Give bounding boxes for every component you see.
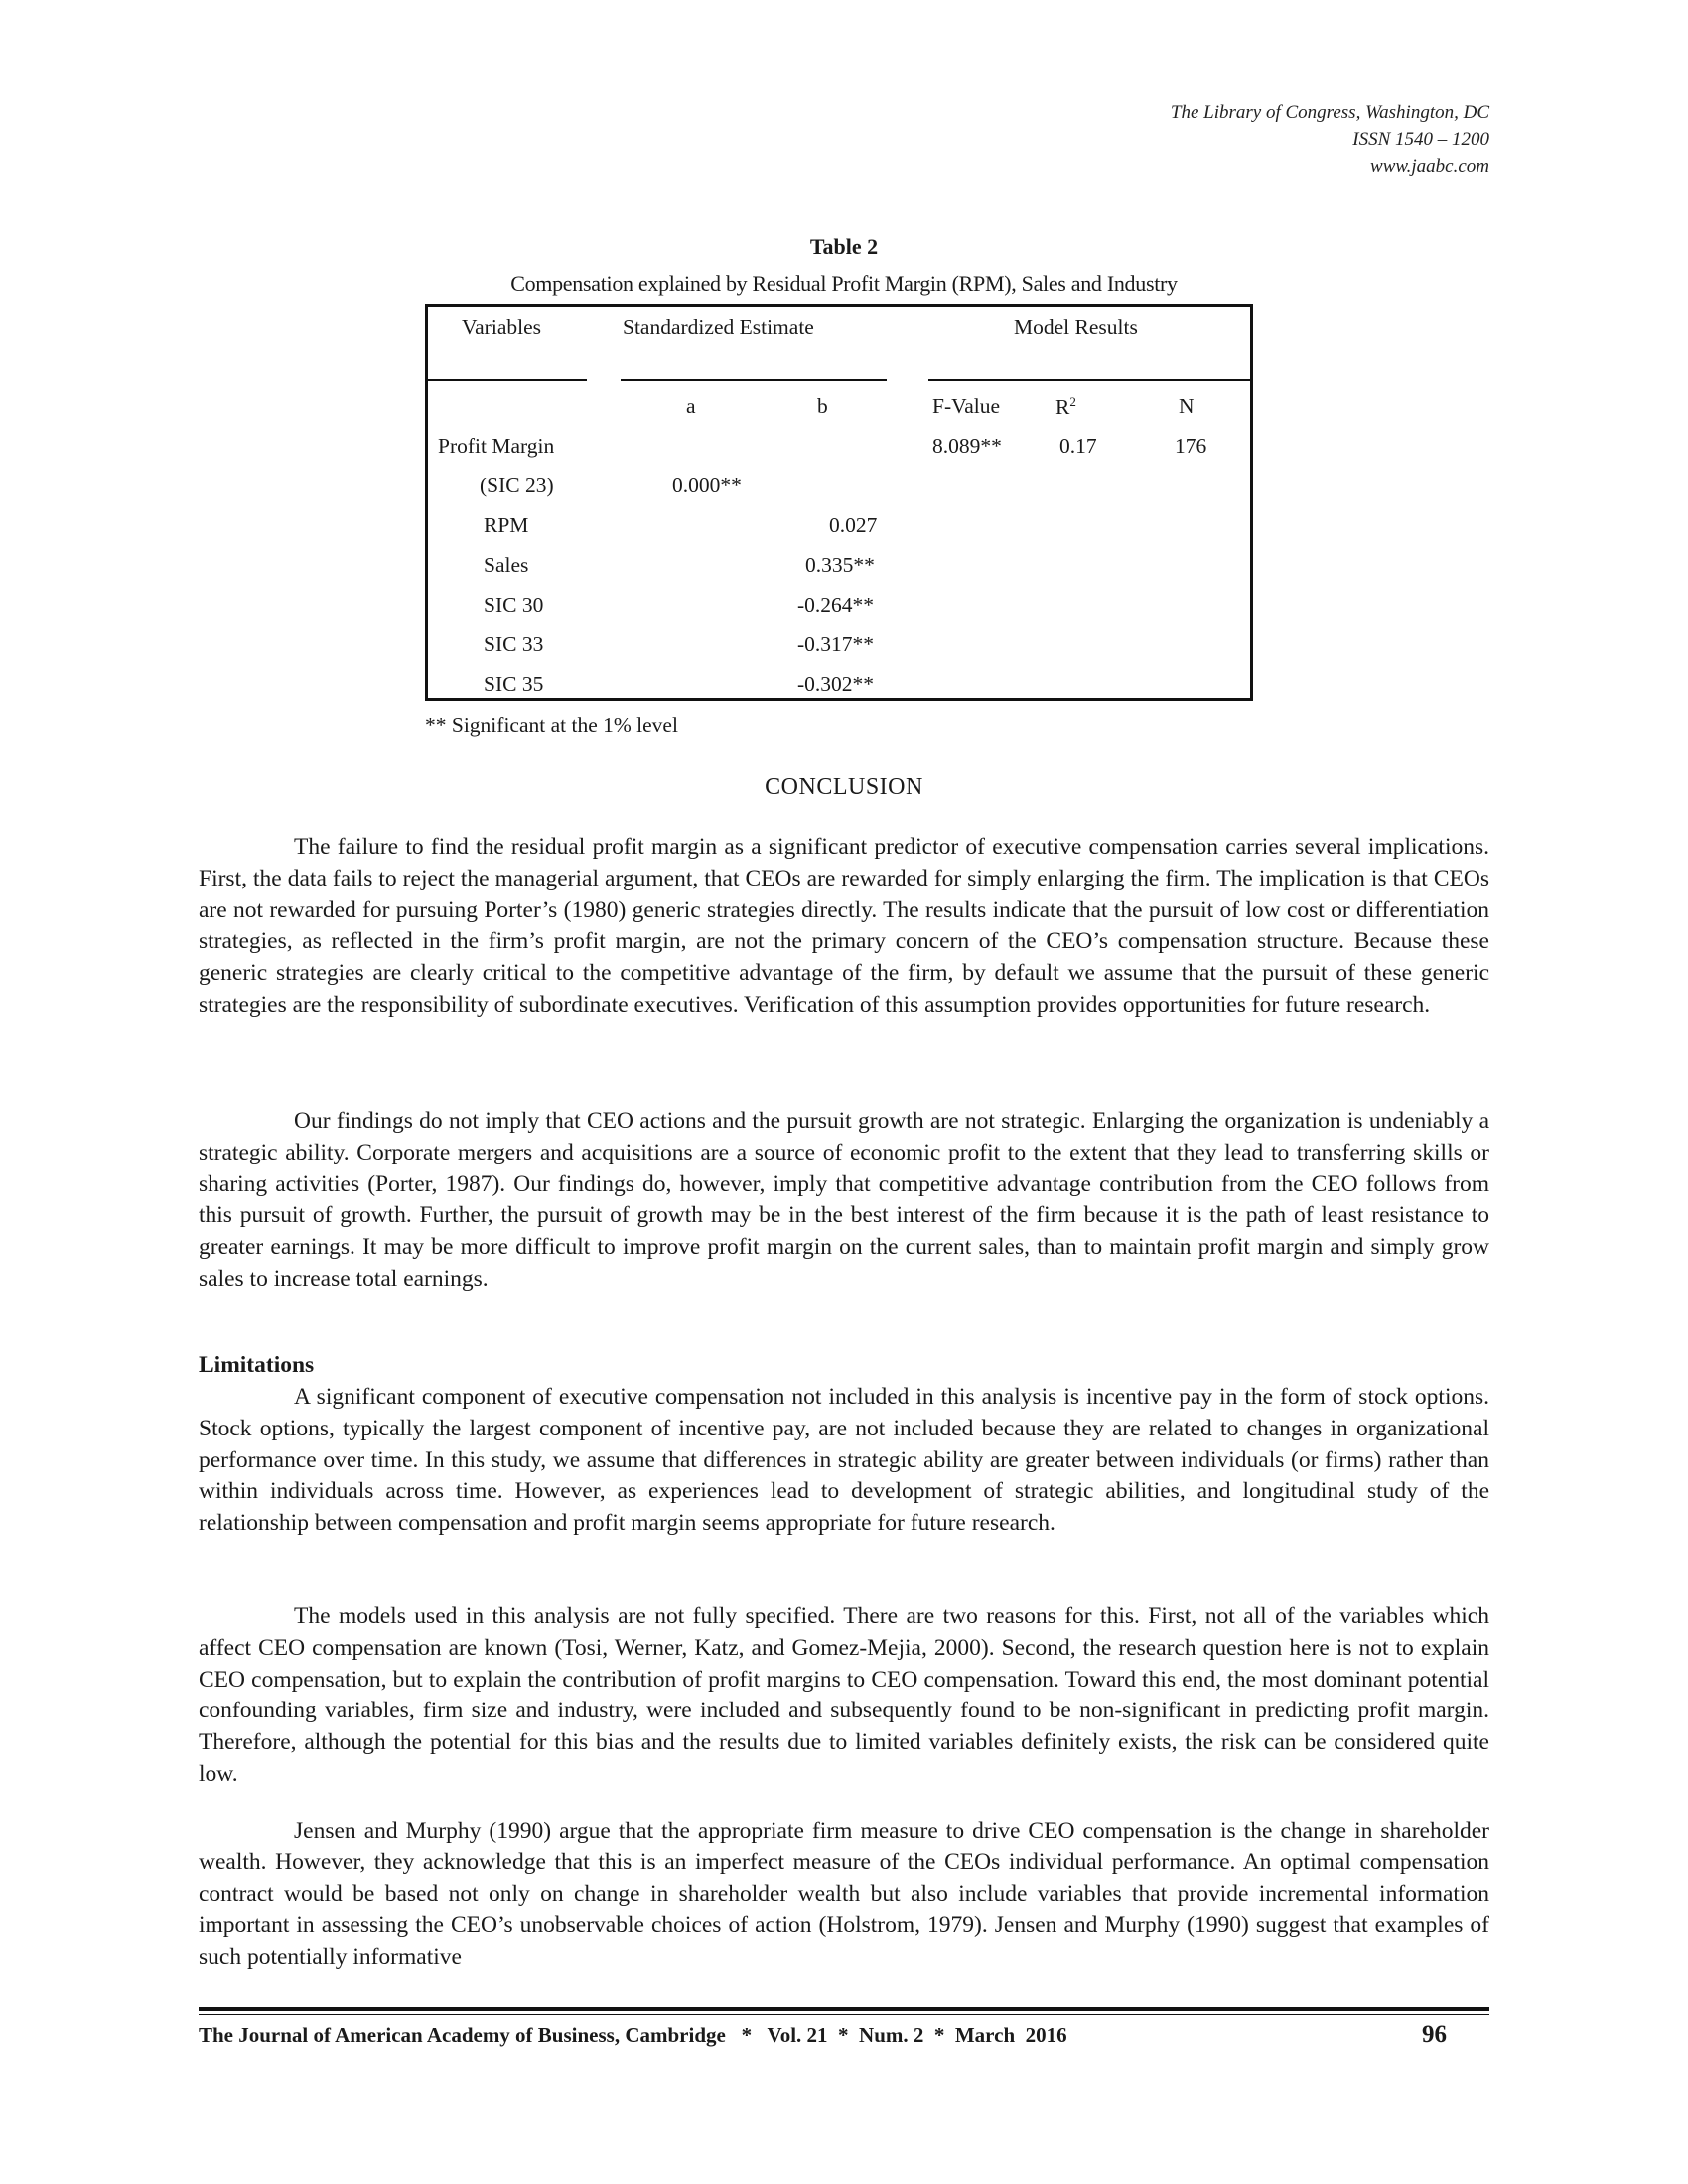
header-issn: ISSN 1540 – 1200 bbox=[1352, 129, 1489, 150]
table-note: ** Significant at the 1% level bbox=[425, 713, 678, 737]
row-variable: Profit Margin bbox=[438, 434, 555, 458]
row-b-value: -0.302** bbox=[797, 672, 875, 696]
row-variable: SIC 33 bbox=[484, 632, 544, 656]
limitations-paragraph: A significant component of executive compensation not included in this analysis is incentive pay in the form of stock options. Stock options, typically the largest component of incentive pay, are not included because they are related to changes in organizational performance over time. In this study, we assume that differences in strategic ability are greater between individuals (or firms) rather than within individuals across time. However, as experiences lead to development of strategic abilities, and longitudinal study of the relationship between compensation and profit margin seems appropriate for future research. bbox=[199, 1384, 1489, 1537]
header-standardized-estimate: Standardized Estimate bbox=[623, 315, 814, 339]
running-header bbox=[1171, 99, 1489, 180]
footer-rule-thin bbox=[199, 2014, 1489, 2015]
header-website: www.jaabc.com bbox=[1370, 156, 1489, 177]
header-model-results: Model Results bbox=[1014, 315, 1138, 339]
row-b-value: -0.264** bbox=[797, 593, 875, 616]
footer-rule-thick bbox=[199, 2007, 1489, 2011]
table-title: Table 2 bbox=[809, 234, 879, 259]
subheader-b: b bbox=[817, 394, 828, 418]
subheader-r-squared: $R^2$ bbox=[1055, 394, 1076, 420]
row-variable: Sales bbox=[484, 553, 529, 577]
conclusion-paragraph: Our findings do not imply that CEO actions and the pursuit growth are not strategic. Enlarging the organization is undeniably a strategic ability. Corporate mergers and acquisitions are a source of economic profit to the extent that they lead to transferring skills or sharing activities (Porter, 1987). Our findings do, however, imply that competitive advantage contribution from the CEO follows from this pursuit of growth. Further, the pursuit of growth may be in the best interest of the firm because it is the path of least resistance to greater earnings. It may be more difficult to improve profit margin on the current sales, than to maintain profit margin and simply grow sales to increase total earnings. bbox=[199, 1108, 1489, 1292]
header-rule-variables bbox=[428, 379, 587, 381]
header-rule-model bbox=[928, 379, 1250, 381]
page-number: 96 bbox=[1422, 2021, 1447, 2048]
subheader-f-value: F-Value bbox=[932, 394, 1001, 418]
conclusion-paragraph: The failure to find the residual profit margin as a significant predictor of executive compensation carries several implications. First, the data fails to reject the managerial argument, that CEOs are rewarded for simply enlarging the firm. The implication is that CEOs are not rewarded for pursuing Porter’s (1980) generic strategies directly. The results indicate that the pursuit of low cost or differentiation strategies, as reflected in the firm’s profit margin, are not the primary concern of the CEO’s compensation structure. Because these generic strategies are clearly critical to the competitive advantage of the firm, by default we assume that the pursuit of these generic strategies are the responsibility of subordinate executives. Verification of this assumption provides opportunities for future research. bbox=[199, 834, 1489, 1018]
limitations-heading: Limitations bbox=[199, 1352, 315, 1378]
row-a-value: 0.000** bbox=[672, 474, 742, 497]
row-r-squared: 0.17 bbox=[1059, 434, 1097, 458]
header-variables: Variables bbox=[462, 315, 541, 339]
row-variable: SIC 35 bbox=[484, 672, 544, 696]
header-rule-standardized bbox=[621, 379, 887, 381]
limitations-paragraph: The models used in this analysis are not fully specified. There are two reasons for this. First, not all of the variables which affect CEO compensation are known (Tosi, Werner, Katz, and Gomez-Mejia, 2000). Second, the research question here is not to explain CEO compensation, but to explain the contribution of profit margins to CEO compensation. Toward this end, the most dominant potential confounding variables, firm size and industry, were included and subsequently found to be non-significant in predicting profit margin. Therefore, although the potential for this bias and the results due to limited variables definitely exists, the risk can be considered quite low. bbox=[199, 1603, 1489, 1787]
row-b-value: -0.317** bbox=[797, 632, 875, 656]
row-variable: RPM bbox=[484, 513, 529, 537]
row-b-value: 0.335** bbox=[805, 553, 875, 577]
row-f-value: 8.089** bbox=[932, 434, 1002, 458]
subheader-a: a bbox=[686, 394, 696, 418]
row-variable: (SIC 23) bbox=[480, 474, 554, 497]
results-table bbox=[425, 304, 1253, 701]
row-variable: SIC 30 bbox=[484, 593, 544, 616]
conclusion-heading: CONCLUSION bbox=[765, 774, 923, 800]
header-library: The Library of Congress, Washington, DC bbox=[1170, 102, 1489, 123]
limitations-paragraph: Jensen and Murphy (1990) argue that the appropriate firm measure to drive CEO compensation is the change in shareholder wealth. However, they acknowledge that this is an imperfect measure of the CEOs individual performance. An optimal compensation contract would be based not only on change in shareholder wealth but also include variables that provide incremental information important in assessing the CEO’s unobservable choices of action (Holstrom, 1979). Jensen and Murphy (1990) suggest that examples of such potentially informative bbox=[199, 1818, 1489, 1971]
table-caption: Compensation explained by Residual Profit Margin (RPM), Sales and Industry bbox=[510, 271, 1178, 296]
row-n: 176 bbox=[1175, 434, 1207, 458]
subheader-n: N bbox=[1179, 394, 1195, 418]
row-b-value: 0.027 bbox=[829, 513, 878, 537]
journal-footer: The Journal of American Academy of Business, Cambridge * Vol. 21 * Num. 2 * March 2016 bbox=[199, 2023, 1067, 2047]
